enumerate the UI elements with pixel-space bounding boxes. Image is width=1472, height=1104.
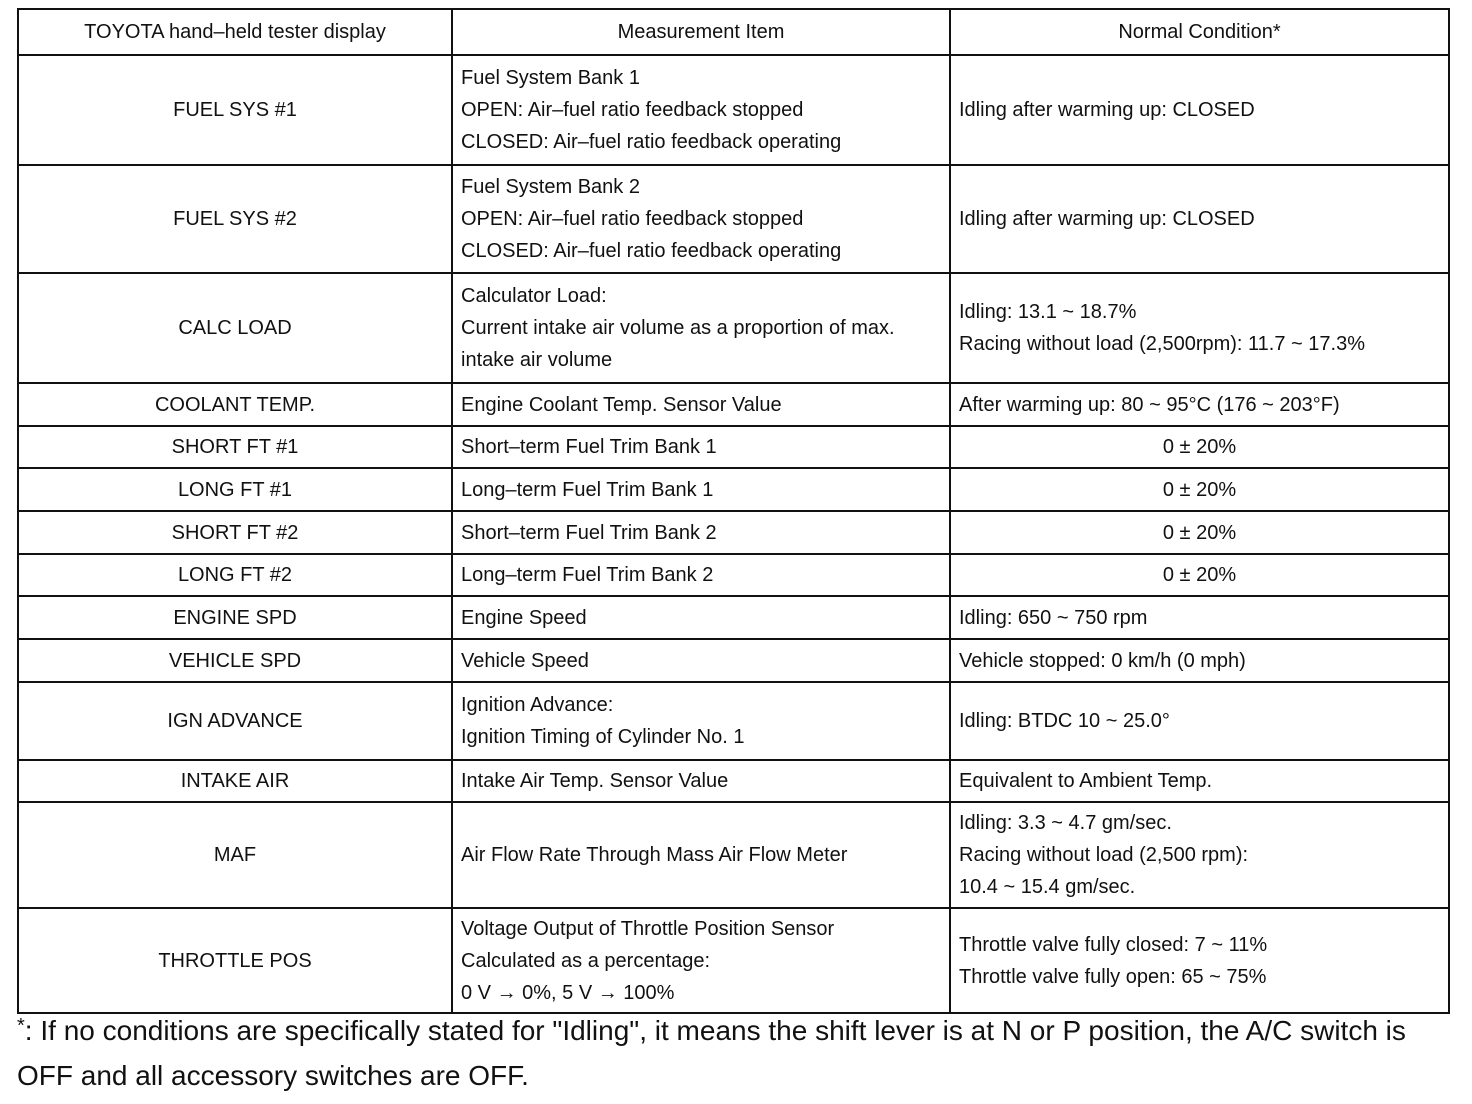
cell-tester-display bbox=[18, 554, 452, 596]
cell-tester-display bbox=[18, 596, 452, 639]
normal-condition-line: Vehicle stopped: 0 km/h (0 mph) bbox=[959, 649, 1246, 672]
cell-measurement-item bbox=[452, 682, 950, 760]
measurement-item-line: 0 V → 0%, 5 V → 100% bbox=[461, 981, 675, 1004]
table-row bbox=[18, 908, 1449, 1013]
cell-normal-condition bbox=[950, 596, 1449, 639]
cell-measurement-item bbox=[452, 639, 950, 682]
measurement-item-line: Air Flow Rate Through Mass Air Flow Meter bbox=[461, 844, 848, 866]
cell-measurement-item bbox=[452, 554, 950, 596]
table-row bbox=[18, 639, 1449, 682]
cell-tester-display bbox=[18, 760, 452, 802]
normal-condition-line: Racing without load (2,500rpm): 11.7 ~ 17.3% bbox=[959, 333, 1365, 355]
display-label: SHORT FT #2 bbox=[171, 521, 299, 544]
display-label: MAF bbox=[213, 844, 257, 866]
cell-measurement-item bbox=[452, 468, 950, 511]
footnote bbox=[17, 1010, 1457, 1097]
table-header-row bbox=[18, 9, 1449, 55]
table-row bbox=[18, 511, 1449, 554]
cell-measurement-item bbox=[452, 596, 950, 639]
footnote-text: : If no conditions are specifically stated for "Idling", it means the shift lever is at N or P position, the A/C switch is OFF and all accessory switches are OFF. bbox=[17, 1015, 1406, 1091]
cell-normal-condition bbox=[950, 908, 1449, 1013]
display-label: COOLANT TEMP. bbox=[154, 393, 316, 416]
cell-measurement-item bbox=[452, 383, 950, 426]
measurement-item-line: Intake Air Temp. Sensor Value bbox=[461, 770, 729, 792]
display-label: FUEL SYS #2 bbox=[173, 208, 297, 230]
table-row bbox=[18, 426, 1449, 468]
cell-tester-display bbox=[18, 165, 452, 273]
display-label: LONG FT #2 bbox=[177, 564, 293, 586]
cell-normal-condition bbox=[950, 383, 1449, 426]
cell-normal-condition bbox=[950, 165, 1449, 273]
cell-tester-display bbox=[18, 511, 452, 554]
cell-measurement-item bbox=[452, 908, 950, 1013]
cell-measurement-item bbox=[452, 273, 950, 383]
table-row bbox=[18, 596, 1449, 639]
measurement-item-line: Engine Speed bbox=[461, 606, 587, 629]
table-row bbox=[18, 55, 1449, 165]
cell-tester-display bbox=[18, 908, 452, 1013]
header-measurement-item: Measurement Item bbox=[452, 9, 950, 55]
cell-measurement-item bbox=[452, 511, 950, 554]
cell-measurement-item bbox=[452, 760, 950, 802]
measurement-item-line: OPEN: Air–fuel ratio feedback stopped bbox=[461, 99, 804, 121]
cell-measurement-item bbox=[452, 55, 950, 165]
normal-condition-line: 0 ± 20% bbox=[1162, 564, 1237, 586]
table-row bbox=[18, 165, 1449, 273]
cell-tester-display bbox=[18, 273, 452, 383]
normal-condition-line: Idling: 650 ~ 750 rpm bbox=[959, 606, 1148, 629]
normal-condition-line: Idling: BTDC 10 ~ 25.0° bbox=[959, 710, 1170, 732]
measurement-item-line: Long–term Fuel Trim Bank 2 bbox=[461, 564, 714, 586]
footnote-mark: * bbox=[17, 1015, 25, 1037]
display-label: VEHICLE SPD bbox=[168, 649, 302, 672]
normal-condition-line: 10.4 ~ 15.4 gm/sec. bbox=[959, 876, 1136, 898]
cell-tester-display bbox=[18, 55, 452, 165]
display-label: INTAKE AIR bbox=[180, 770, 290, 792]
measurement-item-line: CLOSED: Air–fuel ratio feedback operating bbox=[461, 131, 842, 153]
measurement-item-line: intake air volume bbox=[461, 349, 613, 371]
cell-measurement-item bbox=[452, 426, 950, 468]
normal-condition-line: Idling after warming up: CLOSED bbox=[959, 99, 1255, 121]
table-row bbox=[18, 760, 1449, 802]
measurement-item-line: OPEN: Air–fuel ratio feedback stopped bbox=[461, 208, 804, 230]
display-label: ENGINE SPD bbox=[173, 606, 297, 629]
table-row bbox=[18, 273, 1449, 383]
table-row bbox=[18, 468, 1449, 511]
cell-normal-condition bbox=[950, 426, 1449, 468]
measurement-item-line: Current intake air volume as a proportion of max. bbox=[461, 317, 895, 339]
header-tester-display: TOYOTA hand–held tester display bbox=[18, 9, 452, 55]
table-row bbox=[18, 383, 1449, 426]
measurement-item-line: Long–term Fuel Trim Bank 1 bbox=[461, 478, 714, 501]
cell-tester-display bbox=[18, 802, 452, 908]
normal-condition-line: 0 ± 20% bbox=[1162, 521, 1237, 544]
measurement-item-line: Short–term Fuel Trim Bank 2 bbox=[461, 521, 717, 544]
cell-normal-condition bbox=[950, 55, 1449, 165]
cell-normal-condition bbox=[950, 760, 1449, 802]
cell-normal-condition bbox=[950, 682, 1449, 760]
display-label: FUEL SYS #1 bbox=[173, 99, 297, 121]
cell-normal-condition bbox=[950, 511, 1449, 554]
measurement-item-line: Calculator Load: bbox=[461, 285, 607, 307]
cell-measurement-item bbox=[452, 165, 950, 273]
measurement-item-line: CLOSED: Air–fuel ratio feedback operating bbox=[461, 240, 842, 262]
cell-normal-condition bbox=[950, 639, 1449, 682]
measurement-item-line: Calculated as a percentage: bbox=[461, 949, 711, 972]
normal-condition-line: Idling: 13.1 ~ 18.7% bbox=[959, 301, 1137, 323]
normal-condition-line: Idling after warming up: CLOSED bbox=[959, 208, 1255, 230]
measurement-item-line: Engine Coolant Temp. Sensor Value bbox=[461, 393, 782, 416]
normal-condition-line: Idling: 3.3 ~ 4.7 gm/sec. bbox=[959, 812, 1172, 834]
normal-condition-line: 0 ± 20% bbox=[1162, 478, 1237, 501]
data-monitor-table bbox=[17, 8, 1450, 1014]
cell-tester-display bbox=[18, 639, 452, 682]
display-label: SHORT FT #1 bbox=[171, 436, 299, 458]
cell-tester-display bbox=[18, 468, 452, 511]
display-label: CALC LOAD bbox=[178, 317, 292, 339]
display-label: IGN ADVANCE bbox=[167, 710, 303, 732]
cell-tester-display bbox=[18, 383, 452, 426]
cell-normal-condition bbox=[950, 554, 1449, 596]
table-row bbox=[18, 682, 1449, 760]
measurement-item-line: Fuel System Bank 1 bbox=[461, 67, 640, 89]
table-header bbox=[18, 9, 1449, 55]
normal-condition-line: Throttle valve fully closed: 7 ~ 11% bbox=[959, 933, 1268, 956]
measurement-item-line: Fuel System Bank 2 bbox=[461, 176, 640, 198]
measurement-item-line: Ignition Advance: bbox=[461, 694, 614, 716]
cell-measurement-item bbox=[452, 802, 950, 908]
table-body bbox=[18, 55, 1449, 1013]
cell-normal-condition bbox=[950, 273, 1449, 383]
measurement-item-line: Short–term Fuel Trim Bank 1 bbox=[461, 436, 717, 458]
cell-normal-condition bbox=[950, 802, 1449, 908]
measurement-item-line: Ignition Timing of Cylinder No. 1 bbox=[461, 726, 745, 748]
cell-tester-display bbox=[18, 682, 452, 760]
table-row bbox=[18, 554, 1449, 596]
normal-condition-line: Equivalent to Ambient Temp. bbox=[959, 770, 1213, 792]
display-label: LONG FT #1 bbox=[177, 478, 293, 501]
cell-tester-display bbox=[18, 426, 452, 468]
normal-condition-line: After warming up: 80 ~ 95°C (176 ~ 203°F) bbox=[959, 393, 1340, 416]
normal-condition-line: Racing without load (2,500 rpm): bbox=[959, 844, 1249, 866]
normal-condition-line: 0 ± 20% bbox=[1162, 436, 1237, 458]
measurement-item-line: Voltage Output of Throttle Position Sensor bbox=[461, 917, 835, 940]
measurement-item-line: Vehicle Speed bbox=[461, 649, 589, 672]
cell-normal-condition bbox=[950, 468, 1449, 511]
normal-condition-line: Throttle valve fully open: 65 ~ 75% bbox=[959, 965, 1267, 988]
header-normal-condition: Normal Condition* bbox=[950, 9, 1449, 55]
table-row bbox=[18, 802, 1449, 908]
display-label: THROTTLE POS bbox=[158, 949, 312, 972]
